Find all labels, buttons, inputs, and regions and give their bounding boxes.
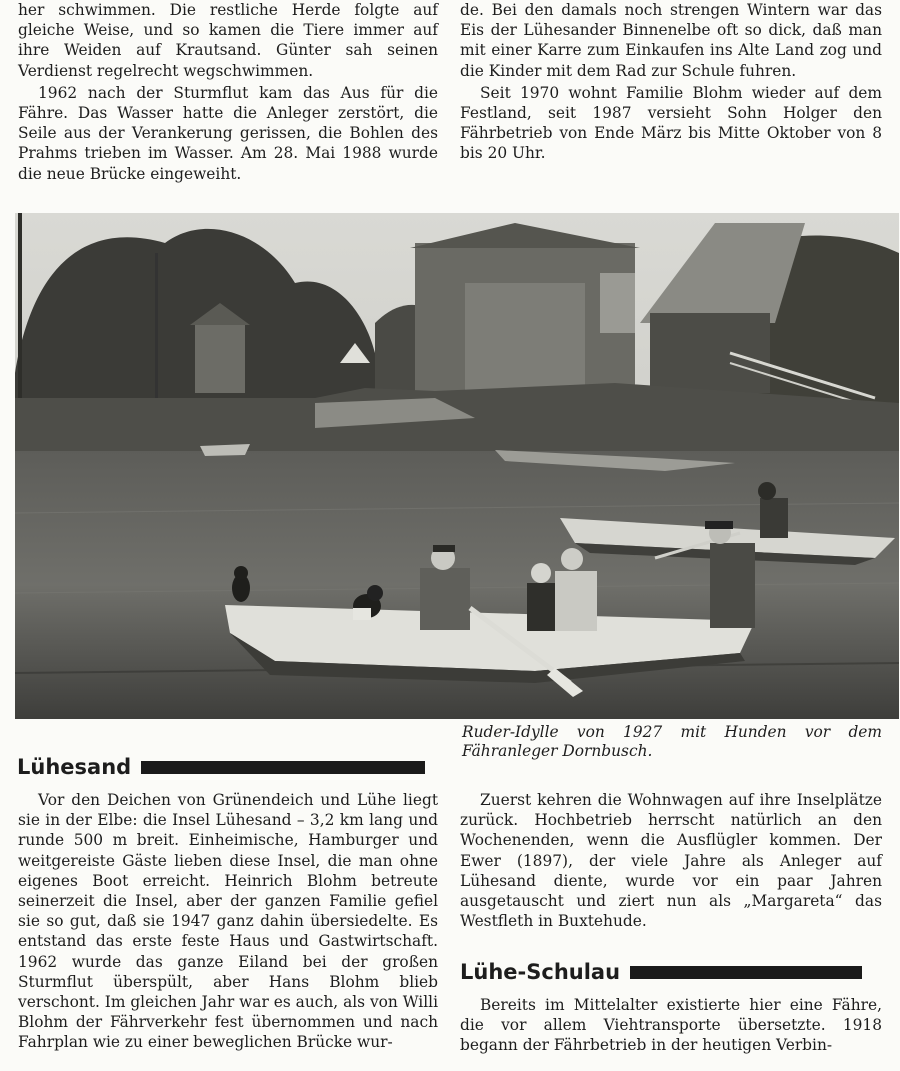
historic-photo-rowing-boats (15, 213, 899, 719)
heading-rule (141, 761, 425, 774)
photo-caption: Ruder-Idylle von 1927 mit Hunden vor dem Fähranleger Dornbusch. (462, 723, 882, 760)
column-bottom-left (18, 790, 438, 1055)
paragraph: de. Bei den damals noch strengen Wintern war das Eis der Lühesander Binnenelbe oft so dick, daß man mit einer Karre zum Einkaufen ins Alte Land zog und die Kinder mit dem Rad zur Schule fuhren. (460, 1, 882, 80)
paragraph: Zuerst kehren die Wohnwagen auf ihre Inselplätze zurück. Hochbetrieb herrscht natürlich an den Wochenenden, wenn die Ausflügler kommen. Der Ewer (1897), der viele Jahre als Anleger auf Lühesand diente, wurde vor ein paar Jahren ausgetauscht und ziert nun als „Margareta“ das Westfleth in Buxtehude. (460, 791, 882, 931)
paragraph: 1962 nach der Sturmflut kam das Aus für die Fähre. Das Wasser hatte die Anleger zerstört, die Seile aus der Verankerung gerissen, die Bohlen des Prahms trieben im Wasser. Am 28. Mai 1988 wurde die neue Brücke eingeweiht. (18, 83, 438, 183)
paragraph: Vor den Deichen von Grünendeich und Lühe liegt sie in der Elbe: die Insel Lühesand – 3,2 km lang und runde 500 m breit. Einheimische, Hamburger und weitgereiste Gäste lieben diese Insel, die man ohne eigenes Boot erreicht. Heinrich Blohm betreute seinerzeit die Insel, aber der ganzen Familie gefiel sie so gut, daß sie 1947 ganz dahin übersiedelte. Es entstand das erste feste Haus und Gastwirtschaft. 1962 wurde das ganze Eiland bei der großen Sturmflut überspült, aber Hans Blohm blieb verschont. Im gleichen Jahr war es auch, als von Willi Blohm der Fährverkehr fest übernommen und nach Fahrplan wie zu einer beweglichen Brücke wur- (18, 791, 438, 1052)
paragraph: Bereits im Mittelalter existierte hier eine Fähre, die vor allem Viehtransporte übersetzte. 1918 begann der Fährbetrieb in der heutigen Verbin- (460, 996, 882, 1055)
column-bottom-right-continued (460, 995, 882, 1058)
heading-text: Lühesand (17, 755, 132, 779)
column-top-right (460, 0, 882, 166)
paragraph: Seit 1970 wohnt Familie Blohm wieder auf dem Festland, seit 1987 versieht Sohn Holger den Fährbetrieb von Ende März bis Mitte Oktober von 8 bis 20 Uhr. (460, 83, 882, 163)
paragraph: her schwimmen. Die restliche Herde folgte auf gleiche Weise, und so kamen die Tiere immer auf ihre Weiden auf Krautsand. Günter sah seinen Verdienst regelrecht wegschwimmen. (18, 1, 438, 80)
column-top-left (18, 0, 438, 186)
section-heading (460, 960, 862, 984)
heading-text: Lühe-Schulau (460, 960, 621, 984)
section-heading (17, 755, 425, 779)
column-bottom-right (460, 790, 882, 933)
heading-rule (630, 966, 862, 979)
